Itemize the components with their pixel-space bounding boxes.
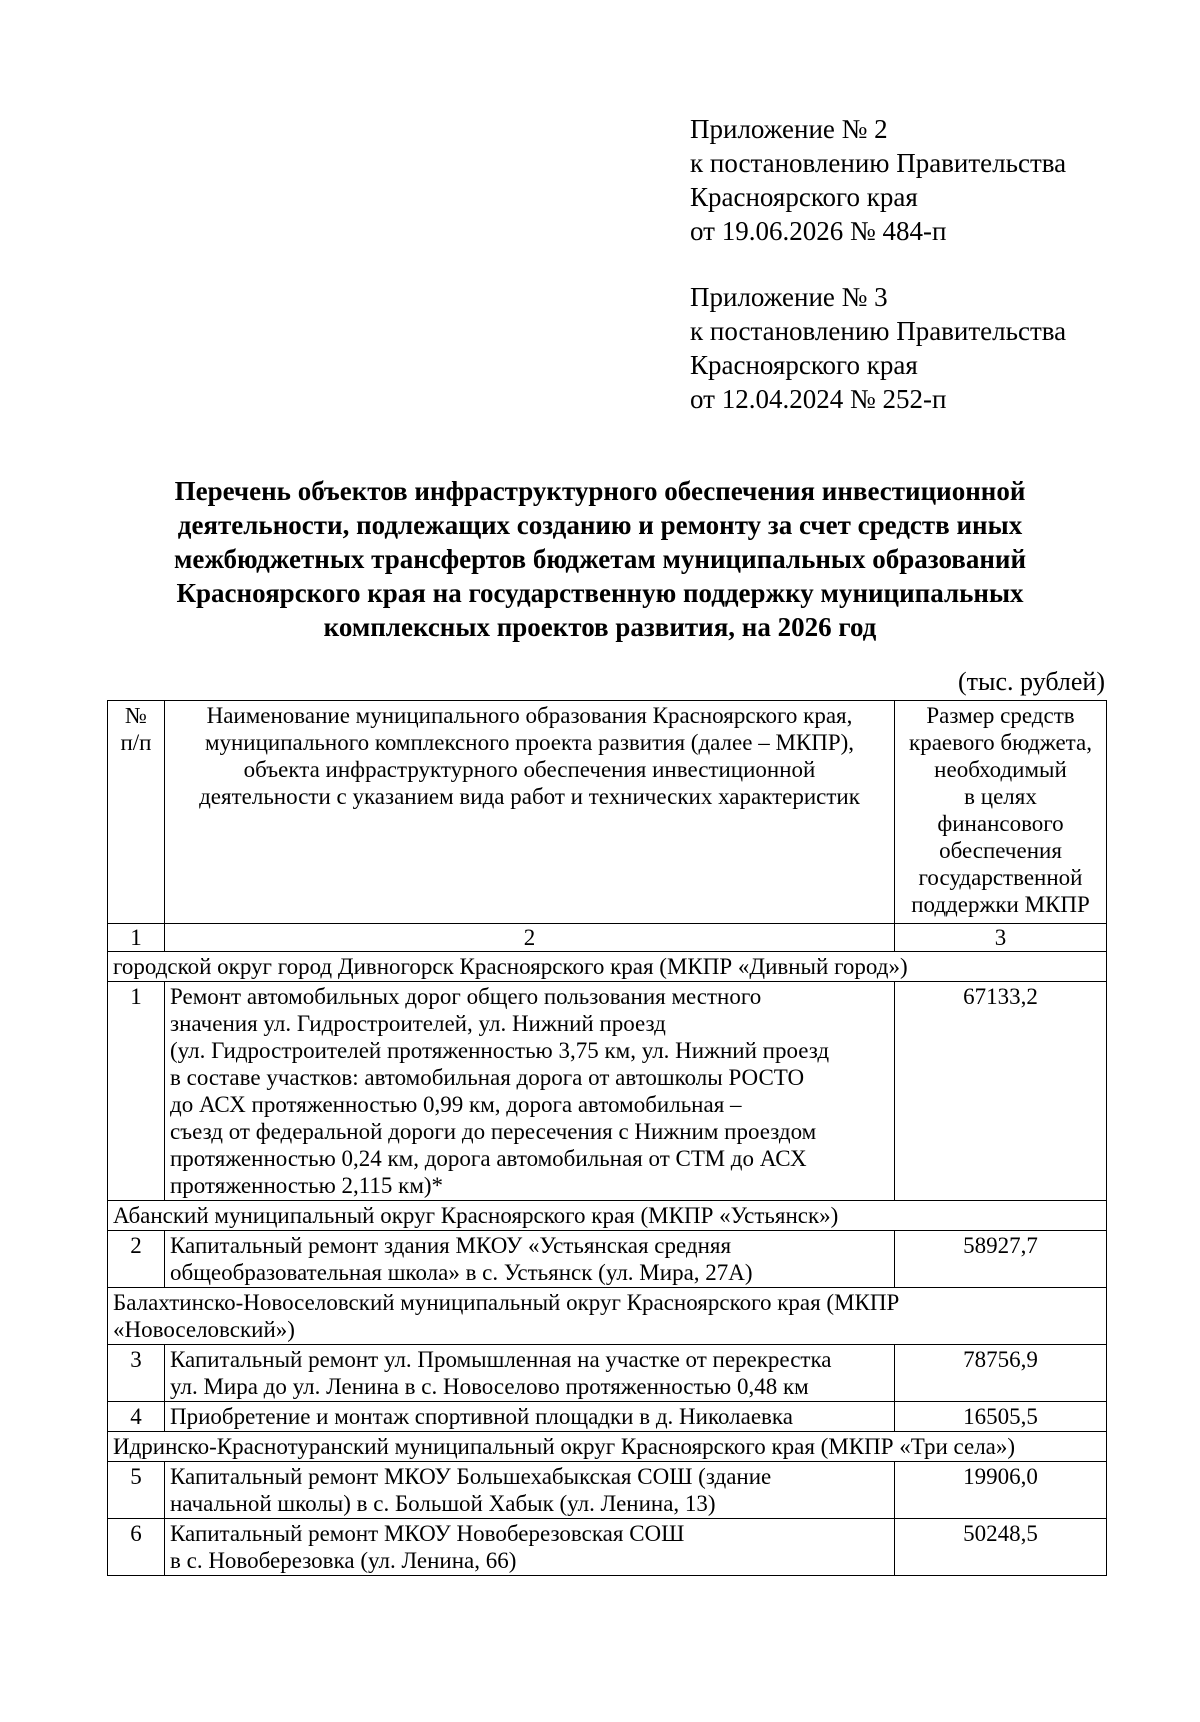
row-description bbox=[165, 1519, 895, 1576]
section-row bbox=[108, 1201, 1107, 1231]
section-title bbox=[108, 952, 1107, 982]
header-line: Наименование муниципального образования Красноярского края, bbox=[206, 703, 853, 728]
section-title bbox=[108, 1432, 1107, 1462]
header-line: объекта инфраструктурного обеспечения инвестиционной bbox=[243, 757, 816, 782]
row-number: 1 bbox=[108, 982, 165, 1201]
section-title-line: Абанский муниципальный округ Красноярского края (МКПР «Устьянск») bbox=[113, 1203, 839, 1228]
header-line: п/п bbox=[120, 730, 152, 755]
table-row bbox=[108, 1402, 1107, 1432]
header-line: финансового bbox=[937, 811, 1064, 836]
description-line: съезд от федеральной дороги до пересечения с Нижним проездом bbox=[170, 1119, 817, 1144]
section-title-line: «Новоселовский») bbox=[113, 1317, 295, 1342]
description-line: протяженностью 0,24 км, дорога автомобильная от СТМ до АСХ bbox=[170, 1146, 807, 1171]
description-line: Капитальный ремонт ул. Промышленная на участке от перекрестка bbox=[170, 1347, 832, 1372]
annex-line: к постановлению Правительства bbox=[690, 316, 1067, 346]
header-line: обеспечения bbox=[939, 838, 1062, 863]
annex-line: к постановлению Правительства bbox=[690, 148, 1067, 178]
row-amount: 67133,2 bbox=[895, 982, 1107, 1201]
header-number bbox=[108, 701, 165, 924]
row-amount: 19906,0 bbox=[895, 1462, 1107, 1519]
section-title bbox=[108, 1288, 1107, 1345]
description-line: Ремонт автомобильных дорог общего пользования местного bbox=[170, 984, 762, 1009]
header-line: № bbox=[125, 703, 147, 728]
section-row bbox=[108, 1288, 1107, 1345]
annex-line: Красноярского края bbox=[690, 182, 918, 212]
description-line: ул. Мира до ул. Ленина в с. Новоселово протяженностью 0,48 км bbox=[170, 1374, 809, 1399]
header-line: поддержки МКПР bbox=[911, 892, 1090, 917]
row-amount: 50248,5 bbox=[895, 1519, 1107, 1576]
table-row bbox=[108, 1345, 1107, 1402]
header-line: муниципального комплексного проекта развития (далее – МКПР), bbox=[204, 730, 855, 755]
section-title bbox=[108, 1201, 1107, 1231]
description-line: Капитальный ремонт МКОУ Новоберезовская СОШ bbox=[170, 1521, 685, 1546]
annex-line: Приложение № 2 bbox=[690, 114, 888, 144]
annex-line: Красноярского края bbox=[690, 350, 918, 380]
annex-header-3 bbox=[690, 280, 1170, 416]
description-line: Капитальный ремонт здания МКОУ «Устьянская средняя bbox=[170, 1233, 732, 1258]
title-line: Перечень объектов инфраструктурного обеспечения инвестиционной bbox=[174, 476, 1026, 506]
row-number: 4 bbox=[108, 1402, 165, 1432]
column-number-row bbox=[108, 924, 1107, 952]
description-line: Капитальный ремонт МКОУ Большехабыкская СОШ (здание bbox=[170, 1464, 772, 1489]
row-number: 2 bbox=[108, 1231, 165, 1288]
description-line: до АСХ протяженностью 0,99 км, дорога автомобильная – bbox=[170, 1092, 742, 1117]
section-row bbox=[108, 952, 1107, 982]
section-row bbox=[108, 1432, 1107, 1462]
header-line: государственной bbox=[918, 865, 1083, 890]
description-line: значения ул. Гидростроителей, ул. Нижний проезд bbox=[170, 1011, 666, 1036]
annex-line: от 19.06.2026 № 484-п bbox=[690, 216, 947, 246]
annex-line: от 12.04.2024 № 252-п bbox=[690, 384, 947, 414]
section-title-line: городской округ город Дивногорск Красноярского края (МКПР «Дивный город») bbox=[113, 954, 908, 979]
column-number: 1 bbox=[108, 924, 165, 952]
row-number: 6 bbox=[108, 1519, 165, 1576]
description-line: начальной школы) в с. Большой Хабык (ул. Ленина, 13) bbox=[170, 1491, 716, 1516]
units-label: (тыс. рублей) bbox=[957, 667, 1105, 696]
section-title-line: Балахтинско-Новоселовский муниципальный округ Красноярского края (МКПР bbox=[113, 1290, 900, 1315]
row-description bbox=[165, 1231, 895, 1288]
title-line: комплексных проектов развития, на 2026 год bbox=[323, 612, 877, 642]
header-amount bbox=[895, 701, 1107, 924]
row-number: 3 bbox=[108, 1345, 165, 1402]
header-line: в целях bbox=[964, 784, 1037, 809]
table-row bbox=[108, 1462, 1107, 1519]
column-number: 3 bbox=[895, 924, 1107, 952]
row-description bbox=[165, 1345, 895, 1402]
description-line: (ул. Гидростроителей протяженностью 3,75 км, ул. Нижний проезд bbox=[170, 1038, 830, 1063]
table-row bbox=[108, 1519, 1107, 1576]
table-header-row bbox=[108, 701, 1107, 924]
row-description bbox=[165, 1402, 895, 1432]
objects-table bbox=[107, 700, 1107, 1576]
header-line: деятельности с указанием вида работ и технических характеристик bbox=[199, 784, 860, 809]
column-number: 2 bbox=[165, 924, 895, 952]
row-amount: 58927,7 bbox=[895, 1231, 1107, 1288]
table-row bbox=[108, 1231, 1107, 1288]
description-line: общеобразовательная школа» в с. Устьянск (ул. Мира, 27А) bbox=[170, 1260, 753, 1285]
header-name bbox=[165, 701, 895, 924]
row-number: 5 bbox=[108, 1462, 165, 1519]
description-line: протяженностью 2,115 км)* bbox=[170, 1173, 444, 1198]
description-line: в с. Новоберезовка (ул. Ленина, 66) bbox=[170, 1548, 517, 1573]
title-line: деятельности, подлежащих созданию и ремонту за счет средств иных bbox=[177, 510, 1023, 540]
section-title-line: Идринско-Краснотуранский муниципальный округ Красноярского края (МКПР «Три села») bbox=[113, 1434, 1016, 1459]
document-title bbox=[120, 474, 1080, 644]
header-line: краевого бюджета, bbox=[909, 730, 1092, 755]
annex-header-2 bbox=[690, 112, 1170, 248]
description-line: Приобретение и монтаж спортивной площадки в д. Николаевка bbox=[170, 1404, 793, 1429]
description-line: в составе участков: автомобильная дорога от автошколы РОСТО bbox=[170, 1065, 805, 1090]
header-line: Размер средств bbox=[926, 703, 1075, 728]
row-amount: 16505,5 bbox=[895, 1402, 1107, 1432]
table-body bbox=[108, 952, 1107, 1576]
title-line: межбюджетных трансфертов бюджетам муниципальных образований bbox=[173, 544, 1027, 574]
row-description bbox=[165, 982, 895, 1201]
row-amount: 78756,9 bbox=[895, 1345, 1107, 1402]
table-row bbox=[108, 982, 1107, 1201]
row-description bbox=[165, 1462, 895, 1519]
annex-line: Приложение № 3 bbox=[690, 282, 888, 312]
title-line: Красноярского края на государственную поддержку муниципальных bbox=[176, 578, 1024, 608]
header-line: необходимый bbox=[934, 757, 1067, 782]
